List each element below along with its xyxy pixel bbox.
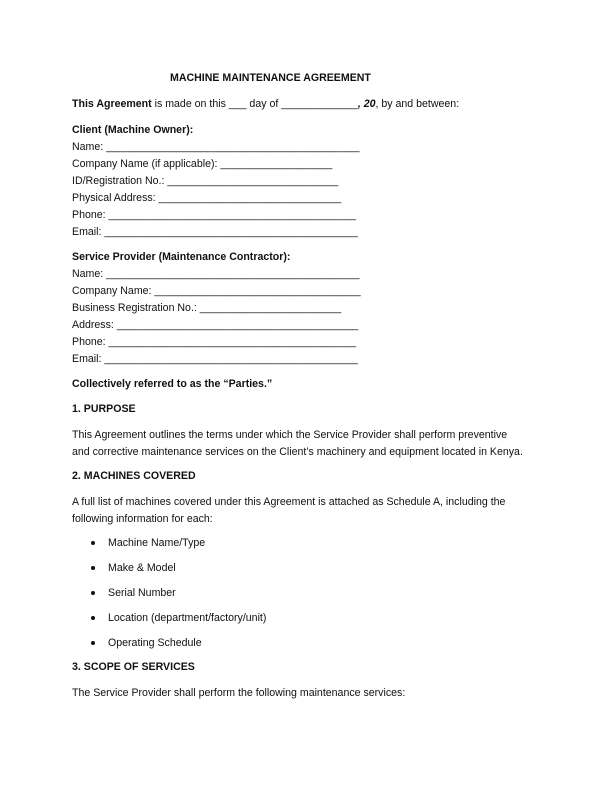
list-item: Make & Model	[108, 562, 176, 574]
client-email-field: Email: ___________________________________________	[72, 226, 358, 238]
list-item: Machine Name/Type	[108, 537, 206, 549]
provider-company-field: Company Name: ___________________________________	[72, 285, 361, 297]
parties-note: Collectively referred to as the “Parties.”	[72, 378, 273, 390]
intro-text-2: , by and between:	[375, 98, 460, 110]
client-phone-field: Phone: __________________________________________	[72, 209, 356, 221]
client-id-field: ID/Registration No.: _____________________________	[72, 175, 339, 187]
machines-text-line-1: A full list of machines covered under this Agreement is attached as Schedule A, including the	[72, 496, 506, 508]
intro-lead: This Agreement	[72, 98, 152, 110]
machines-text-line-2: following information for each:	[72, 513, 213, 525]
client-company-field: Company Name (if applicable): ___________________	[72, 158, 333, 170]
client-name-field: Name: ___________________________________________	[72, 141, 360, 153]
provider-heading: Service Provider (Maintenance Contractor):	[72, 251, 291, 263]
provider-registration-field: Business Registration No.: ________________________	[72, 302, 342, 314]
provider-email-field: Email: ___________________________________________	[72, 353, 358, 365]
purpose-heading: 1. PURPOSE	[72, 403, 136, 415]
bullet-dot	[91, 541, 95, 545]
bullet-dot	[91, 591, 95, 595]
client-heading: Client (Machine Owner):	[72, 124, 194, 136]
client-address-field: Physical Address: _______________________________	[72, 192, 342, 204]
intro-year: , 20	[357, 98, 376, 110]
bullet-dot	[91, 641, 95, 645]
provider-name-field: Name: ___________________________________________	[72, 268, 360, 280]
list-item: Operating Schedule	[108, 637, 202, 649]
intro-line	[72, 98, 459, 111]
list-item: Serial Number	[108, 587, 176, 599]
machines-heading: 2. MACHINES COVERED	[72, 470, 196, 482]
list-item: Location (department/factory/unit)	[108, 612, 267, 624]
provider-address-field: Address: _________________________________________	[72, 319, 359, 331]
provider-phone-field: Phone: __________________________________________	[72, 336, 356, 348]
scope-text-line-1: The Service Provider shall perform the following maintenance services:	[72, 687, 406, 699]
purpose-text-line-2: and corrective maintenance services on the Client’s machinery and equipment located in Kenya.	[72, 446, 523, 458]
purpose-text-line-1: This Agreement outlines the terms under which the Service Provider shall perform preventive	[72, 429, 508, 441]
document-title: MACHINE MAINTENANCE AGREEMENT	[170, 72, 371, 84]
scope-heading: 3. SCOPE OF SERVICES	[72, 661, 195, 673]
bullet-dot	[91, 616, 95, 620]
bullet-dot	[91, 566, 95, 570]
intro-text-1: is made on this ___ day of _____________	[151, 98, 358, 110]
